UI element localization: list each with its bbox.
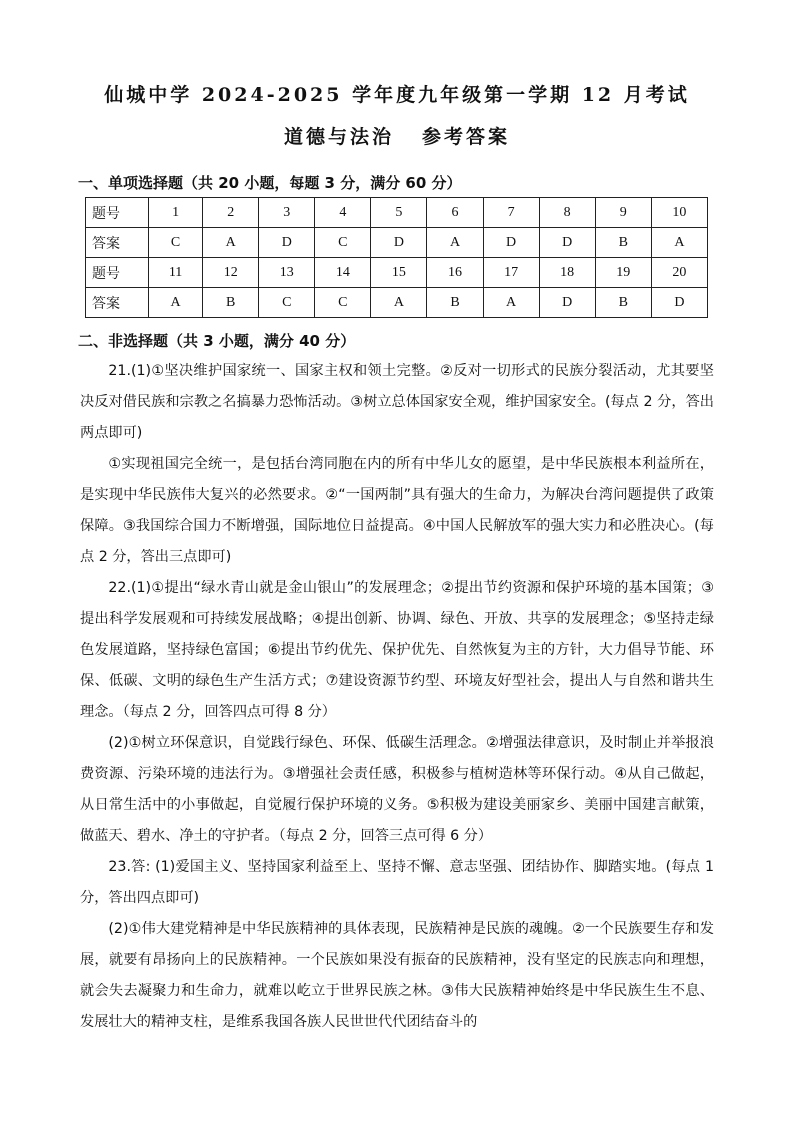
answer-cell: C — [315, 228, 371, 258]
answer-cell: D — [539, 228, 595, 258]
question-number-cell: 3 — [259, 198, 315, 228]
answer-body — [80, 356, 714, 1038]
document-title: 仙城中学 2024-2025 学年度九年级第一学期 12 月考试 — [104, 84, 690, 106]
question-number-cell: 16 — [427, 258, 483, 288]
question-number-cell: 6 — [427, 198, 483, 228]
answer-cell: A — [427, 228, 483, 258]
answer-cell: D — [371, 228, 427, 258]
answer-paragraph-21-2: ①实现祖国完全统一，是包括台湾同胞在内的所有中华儿女的愿望，是中华民族根本利益所在，是实现中华民族伟大复兴的必然要求。②“一国两制”具有强大的生命力，为解决台湾问题提供了政策保障。③我国综合国力不断增强，国际地位日益提高。④中国人民解放军的强大实力和必胜决心。(每点 2 分，答出三点即可) — [80, 456, 714, 565]
row-label-answer: 答案 — [86, 288, 149, 318]
question-number-cell: 13 — [259, 258, 315, 288]
question-number-cell: 2 — [203, 198, 259, 228]
answer-table — [85, 197, 708, 318]
answer-key-label: 参考答案 — [422, 126, 511, 148]
answer-cell: A — [651, 228, 707, 258]
question-number-cell: 10 — [651, 198, 707, 228]
question-number-cell: 12 — [203, 258, 259, 288]
row-label-question: 题号 — [86, 198, 149, 228]
answer-cell: B — [595, 288, 651, 318]
answer-paragraph-22-2: (2)①树立环保意识，自觉践行绿色、环保、低碳生活理念。②增强法律意识，及时制止并举报浪费资源、污染环境的违法行为。③增强社会责任感，积极参与植树造林等环保行动。④从自己做起，从日常生活中的小事做起，自觉履行保护环境的义务。⑤积极为建设美丽家乡、美丽中国建言献策，做蓝天、碧水、净土的守护者。（每点 2 分，回答三点可得 6 分） — [80, 735, 714, 844]
answer-cell: D — [651, 288, 707, 318]
section-heading-multiple-choice: 一、单项选择题（共 20 小题，每题 3 分，满分 60 分） — [78, 174, 462, 192]
question-number-cell: 11 — [149, 258, 203, 288]
answer-cell: B — [427, 288, 483, 318]
answer-paragraph-21-1: 21.(1)①坚决维护国家统一、国家主权和领土完整。②反对一切形式的民族分裂活动，尤其要坚决反对借民族和宗教之名搞暴力恐怖活动。③树立总体国家安全观，维护国家安全。(每点 2 分，答出两点即可) — [80, 363, 714, 441]
row-label-answer: 答案 — [86, 228, 149, 258]
question-number-cell: 8 — [539, 198, 595, 228]
answer-cell: A — [203, 228, 259, 258]
question-number-cell: 9 — [595, 198, 651, 228]
question-number-cell: 14 — [315, 258, 371, 288]
question-number-cell: 19 — [595, 258, 651, 288]
section-heading-non-choice: 二、非选择题（共 3 小题，满分 40 分） — [78, 332, 356, 350]
answer-cell: C — [259, 288, 315, 318]
answer-cell: D — [539, 288, 595, 318]
answer-cell: A — [371, 288, 427, 318]
table-row-answers-1 — [86, 228, 708, 258]
answer-paragraph-23-2: (2)①伟大建党精神是中华民族精神的具体表现，民族精神是民族的魂魄。②一个民族要生存和发展，就要有昂扬向上的民族精神。一个民族如果没有振奋的民族精神，没有坚定的民族志向和理想，就会失去凝聚力和生命力，就难以屹立于世界民族之林。③伟大民族精神始终是中华民族生生不息、发展壮大的精神支柱，是维系我国各族人民世世代代团结奋斗的 — [80, 921, 714, 1030]
answer-cell: D — [483, 228, 539, 258]
document-subtitle — [0, 122, 794, 149]
question-number-cell: 15 — [371, 258, 427, 288]
question-number-cell: 4 — [315, 198, 371, 228]
subject-name: 道德与法治 — [283, 126, 394, 148]
answer-paragraph-22-1: 22.(1)①提出“绿水青山就是金山银山”的发展理念；②提出节约资源和保护环境的基本国策；③提出科学发展观和可持续发展战略；④提出创新、协调、绿色、开放、共享的发展理念；⑤坚持走绿色发展道路，坚持绿色富国；⑥提出节约优先、保护优先、自然恢复为主的方针，大力倡导节能、环保、低碳、文明的绿色生产生活方式；⑦建设资源节约型、环境友好型社会，提出人与自然和谐共生理念。（每点 2 分，回答四点可得 8 分） — [80, 580, 714, 720]
answer-cell: D — [259, 228, 315, 258]
answer-cell: B — [595, 228, 651, 258]
question-number-cell: 18 — [539, 258, 595, 288]
table-row-question-numbers-2 — [86, 258, 708, 288]
table-row-question-numbers-1 — [86, 198, 708, 228]
answer-cell: B — [203, 288, 259, 318]
question-number-cell: 1 — [149, 198, 203, 228]
row-label-question: 题号 — [86, 258, 149, 288]
question-number-cell: 5 — [371, 198, 427, 228]
answer-paragraph-23-1: 23.答: (1)爱国主义、坚持国家利益至上、坚持不懈、意志坚强、团结协作、脚踏实地。(每点 1 分，答出四点即可) — [80, 859, 714, 906]
answer-cell: A — [483, 288, 539, 318]
table-row-answers-2 — [86, 288, 708, 318]
answer-cell: A — [149, 288, 203, 318]
answer-cell: C — [149, 228, 203, 258]
question-number-cell: 17 — [483, 258, 539, 288]
question-number-cell: 20 — [651, 258, 707, 288]
answer-cell: C — [315, 288, 371, 318]
question-number-cell: 7 — [483, 198, 539, 228]
